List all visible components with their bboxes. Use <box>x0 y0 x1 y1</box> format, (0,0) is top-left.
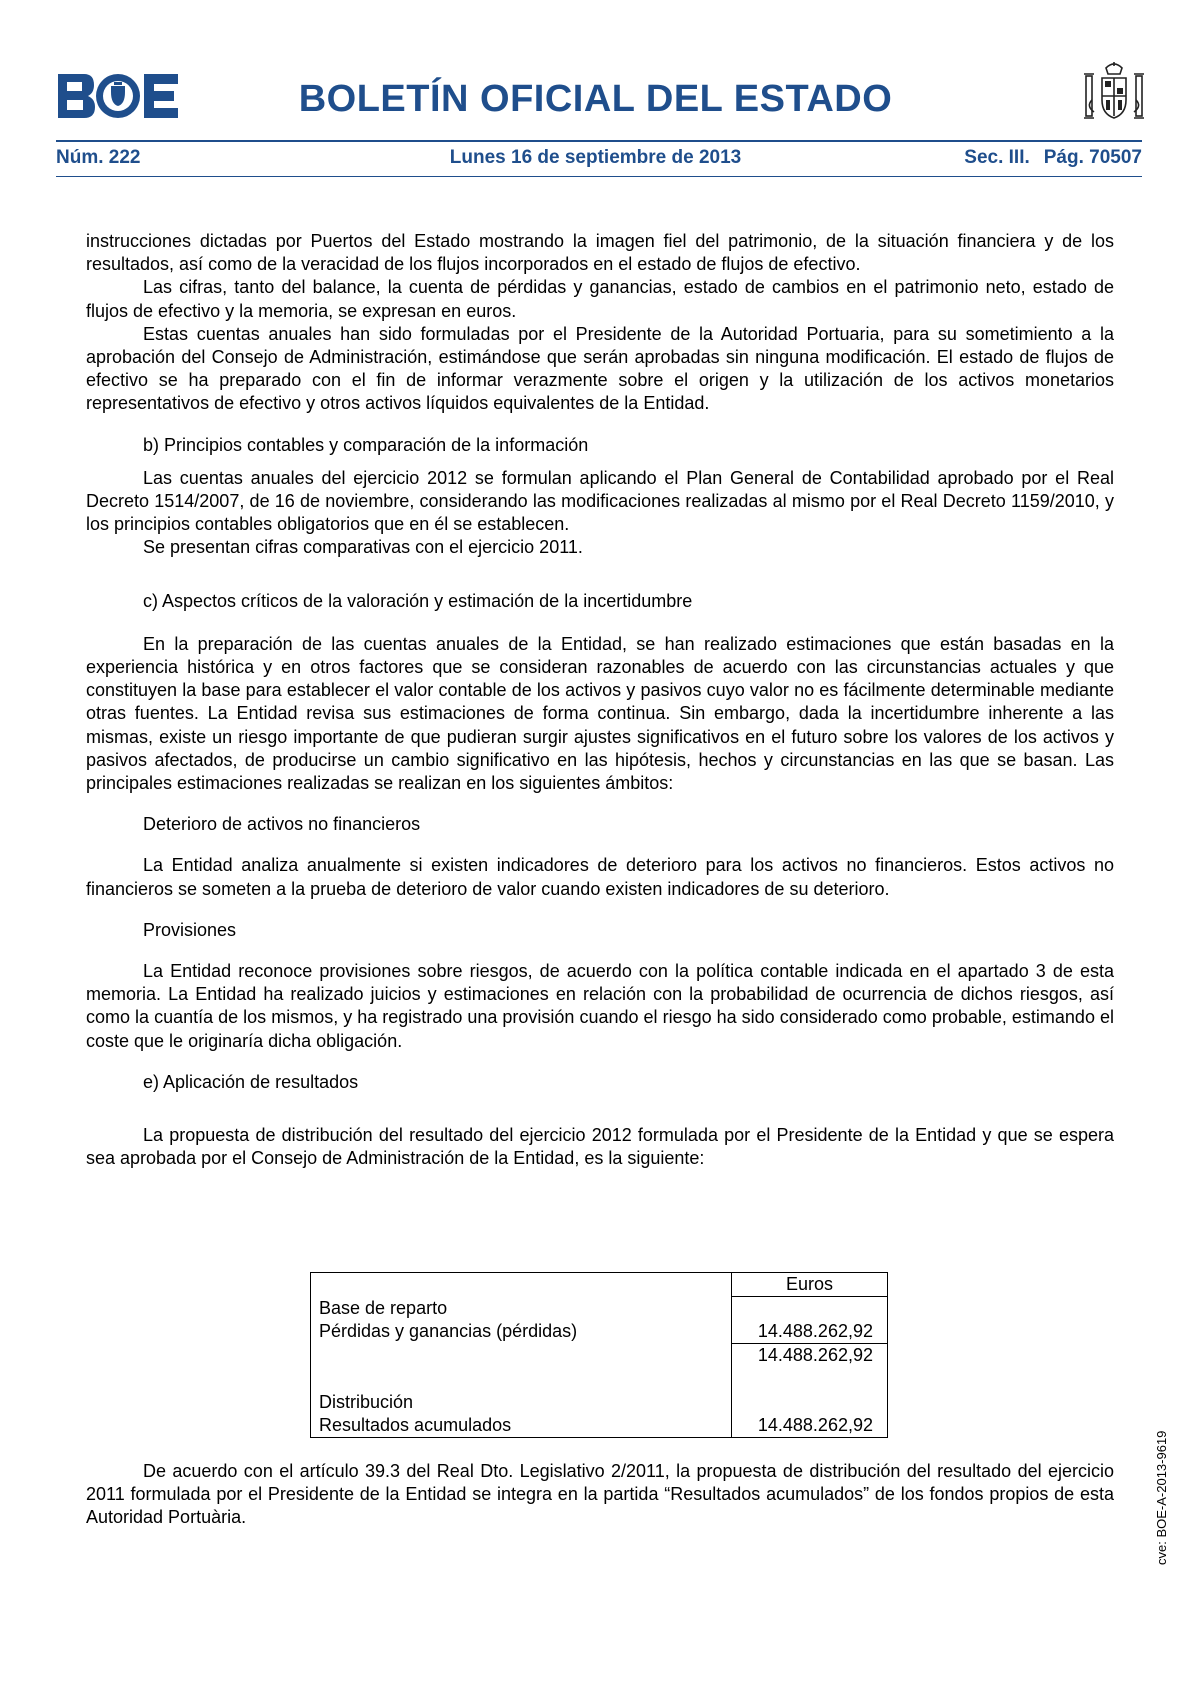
paragraph: La Entidad analiza anualmente si existen indicadores de deterioro para los activos no financieros. Estos activos no financieros se someten a la prueba de deterioro de valor cuando existen indicadores de su deterioro. <box>86 855 1114 899</box>
row-label: Resultados acumulados <box>311 1414 732 1438</box>
column-header-euros: Euros <box>732 1273 888 1297</box>
table-row <box>311 1367 888 1390</box>
distribution-table <box>310 1272 888 1438</box>
table-row <box>311 1273 888 1297</box>
paragraph: De acuerdo con el artículo 39.3 del Real Dto. Legislativo 2/2011, la propuesta de distribución del resultado del ejercicio 2011 formulada por el Presidente de la Entidad se integra en la partida “Resultados acumulados” de los fondos propios de esta Autoridad Portuària. <box>86 1461 1114 1528</box>
row-label: Base de reparto <box>311 1297 732 1320</box>
paragraph: Las cifras, tanto del balance, la cuenta de pérdidas y ganancias, estado de cambios en el patrimonio neto, estado de flujos de efectivo y la memoria, se expresan en euros. <box>86 277 1114 321</box>
page-label: Pág. 70507 <box>1043 147 1142 168</box>
header-top-rule <box>56 140 1142 142</box>
paragraph: instrucciones dictadas por Puertos del Estado mostrando la imagen fiel del patrimonio, de la situación financiera y de los resultados, así como de la veracidad de los flujos incorporados en el estado de flujos de efectivo. <box>86 231 1114 275</box>
table-row <box>311 1391 888 1414</box>
paragraph: La propuesta de distribución del resultado del ejercicio 2012 formulada por el Presidente de la Entidad y que se espera sea aprobada por el Consejo de Administración de la Entidad, es la siguiente: <box>86 1125 1114 1169</box>
row-label: Distribución <box>311 1391 732 1414</box>
gazette-title: BOLETÍN OFICIAL DEL ESTADO <box>298 78 893 120</box>
table-row <box>311 1297 888 1320</box>
issue-date: Lunes 16 de septiembre de 2013 <box>449 147 742 168</box>
document-body <box>86 230 1114 1171</box>
table-row <box>311 1320 888 1344</box>
row-label: Pérdidas y ganancias (pérdidas) <box>311 1320 732 1344</box>
coat-of-arms-icon <box>1082 60 1146 130</box>
cell-value: 14.488.262,92 <box>732 1344 888 1368</box>
issue-number: Núm. 222 <box>56 147 141 168</box>
section-heading-c: c) Aspectos críticos de la valoración y estimación de la incertidumbre <box>143 590 693 611</box>
section-heading-b: b) Principios contables y comparación de la información <box>143 434 589 455</box>
section-page <box>964 147 1142 169</box>
paragraph: En la preparación de las cuentas anuales de la Entidad, se han realizado estimaciones que están basadas en la experiencia histórica y en otros factores que se consideran razonables de acuerdo con las circunstancias actuales y que constituyen la base para establecer el valor contable de los activos y pasivos cuyo valor no es fácilmente determinable mediante otras fuentes. La Entidad revisa sus estimaciones de forma continua. Sin embargo, dada la incertidumbre inherente a las mismas, existe un riesgo importante de que pudieran surgir ajustes significativos en el futuro sobre los valores de los activos y pasivos afectados, de producirse un cambio significativo en las hipótesis, hechos y circunstancias en las que se basan. Las principales estimaciones realizadas se realizan en los siguientes ámbitos: <box>86 633 1114 794</box>
subheading-provisiones: Provisiones <box>143 919 237 940</box>
paragraph: Las cuentas anuales del ejercicio 2012 se formulan aplicando el Plan General de Contabilidad aprobado por el Real Decreto 1514/2007, de 16 de noviembre, considerando las modificaciones realizadas al mismo por el Real Decreto 1159/2010, y los principios contables obligatorios que en él se establecen. <box>86 467 1114 535</box>
table-row <box>311 1414 888 1438</box>
cell-value: 14.488.262,92 <box>732 1320 888 1344</box>
subheading-deterioro: Deterioro de activos no financieros <box>143 814 421 835</box>
document-footer-text <box>86 1460 1114 1530</box>
section-label: Sec. III. <box>964 147 1030 168</box>
paragraph: Estas cuentas anuales han sido formuladas por el Presidente de la Autoridad Portuaria, para su sometimiento a la aprobación del Consejo de Administración, estimándose que serán aprobadas sin ninguna modificación. El estado de flujos de efectivo se ha preparado con el fin de informar verazmente sobre el origen y la utilización de los activos monetarios representativos de efectivo y otros activos líquidos equivalentes de la Entidad. <box>86 323 1114 414</box>
paragraph: Se presentan cifras comparativas con el ejercicio 2011. <box>143 537 583 558</box>
cell-value: 14.488.262,92 <box>732 1414 888 1438</box>
table-row <box>311 1344 888 1368</box>
section-heading-e: e) Aplicación de resultados <box>143 1071 359 1092</box>
header-bottom-rule <box>56 176 1142 177</box>
paragraph: La Entidad reconoce provisiones sobre riesgos, de acuerdo con la política contable indicada en el apartado 3 de esta memoria. La Entidad ha realizado juicios y estimaciones en relación con la probabilidad de ocurrencia de dichos riesgos, así como la cuantía de los mismos, y ha registrado una provisión cuando el riesgo ha sido considerado como probable, estimando el coste que le originaría dicha obligación. <box>86 961 1114 1051</box>
cve-code: cve: BOE-A-2013-9619 <box>1154 1430 1169 1565</box>
